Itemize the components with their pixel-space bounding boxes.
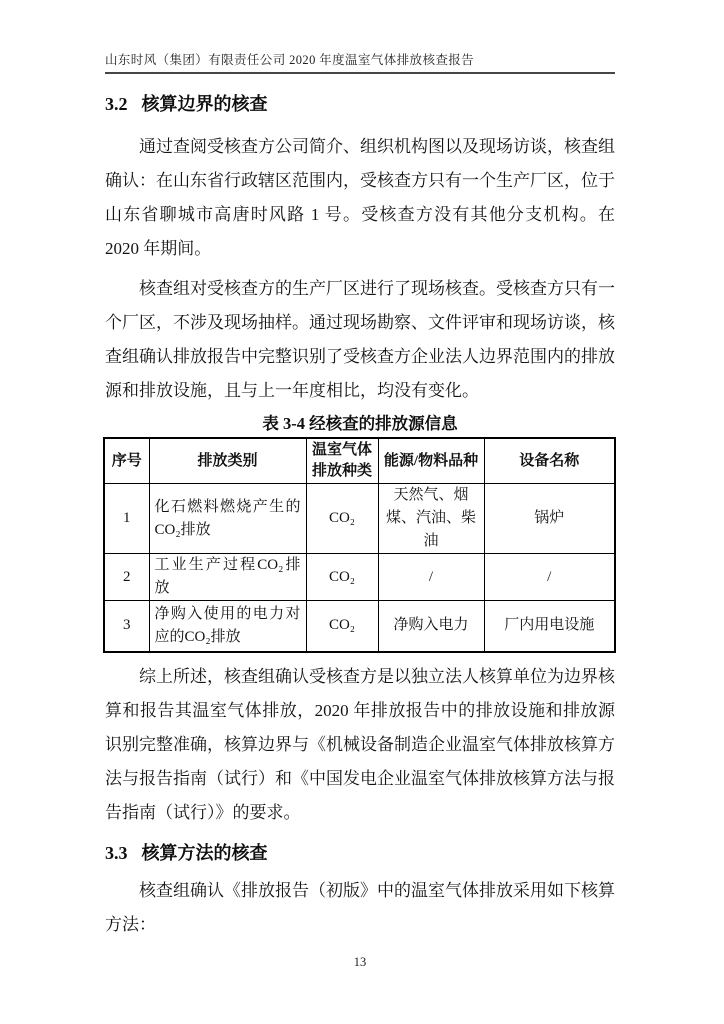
section-title: 核算边界的核查 xyxy=(141,94,268,114)
section-3-2-heading xyxy=(105,93,615,115)
section-number: 3.2 xyxy=(105,94,128,114)
section-number: 3.3 xyxy=(105,842,128,863)
table-cell: 工业生产过程CO₂排放 xyxy=(149,554,306,601)
table-cell: 天然气、烟煤、汽油、柴油 xyxy=(378,484,484,554)
table-header-cell: 序号 xyxy=(104,438,149,484)
table-cell: 净购入电力 xyxy=(378,601,484,652)
table-header-cell: 温室气体排放种类 xyxy=(306,438,378,484)
table-cell: / xyxy=(378,554,484,601)
table-row xyxy=(104,554,615,601)
page-header xyxy=(105,52,615,74)
section-title: 核算方法的核查 xyxy=(141,842,268,863)
page-number: 13 xyxy=(353,954,367,969)
table-row xyxy=(104,601,615,652)
table-cell: 3 xyxy=(104,601,149,652)
paragraph: 综上所述，核查组确认受核查方是以独立法人核算单位为边界核算和报告其温室气体排放，2020 年排放报告中的排放设施和排放源识别完整准确，核算边界与《机械设备制造企业温室气体排放核算方法与报告指南（试行）和《中国发电企业温室气体排放核算方法与报告指南（试行）》的要求。 xyxy=(105,666,615,822)
report-header-title: 山东时风（集团）有限责任公司 2020 年度温室气体排放核查报告 xyxy=(105,53,475,67)
table-cell: / xyxy=(484,554,615,601)
table-header-row xyxy=(104,438,615,484)
paragraph: 核查组确认《排放报告（初版》中的温室气体排放采用如下核算方法： xyxy=(105,880,615,934)
table-caption: 表 3-4 经核查的排放源信息 xyxy=(262,414,458,433)
table-cell: 1 xyxy=(104,484,149,554)
table-cell: 锅炉 xyxy=(484,484,615,554)
table-header-cell: 能源/物料品种 xyxy=(378,438,484,484)
table-cell: 化石燃料燃烧产生的CO₂排放 xyxy=(149,484,306,554)
table-row xyxy=(104,484,615,554)
table-cell: CO₂ xyxy=(306,484,378,554)
emission-sources-table xyxy=(103,437,616,653)
table-cell: 净购入使用的电力对应的CO₂排放 xyxy=(149,601,306,652)
section-3-3-heading xyxy=(105,842,615,864)
table-cell: CO₂ xyxy=(306,554,378,601)
table-cell: CO₂ xyxy=(306,601,378,652)
table-cell: 厂内用电设施 xyxy=(484,601,615,652)
paragraph: 核查组对受核查方的生产厂区进行了现场核查。受核查方只有一个厂区，不涉及现场抽样。通过现场勘察、文件评审和现场访谈，核查组确认排放报告中完整识别了受核查方企业法人边界范围内的排放源和排放设施，且与上一年度相比，均没有变化。 xyxy=(105,279,615,400)
table-cell: 2 xyxy=(104,554,149,601)
table-header-cell: 设备名称 xyxy=(484,438,615,484)
table-header-cell: 排放类别 xyxy=(149,438,306,484)
paragraph: 通过查阅受核查方公司简介、组织机构图以及现场访谈，核查组确认：在山东省行政辖区范围内，受核查方只有一个生产厂区，位于山东省聊城市高唐时风路 1 号。受核查方没有其他分支机构。在 2020 年期间。 xyxy=(105,137,615,258)
